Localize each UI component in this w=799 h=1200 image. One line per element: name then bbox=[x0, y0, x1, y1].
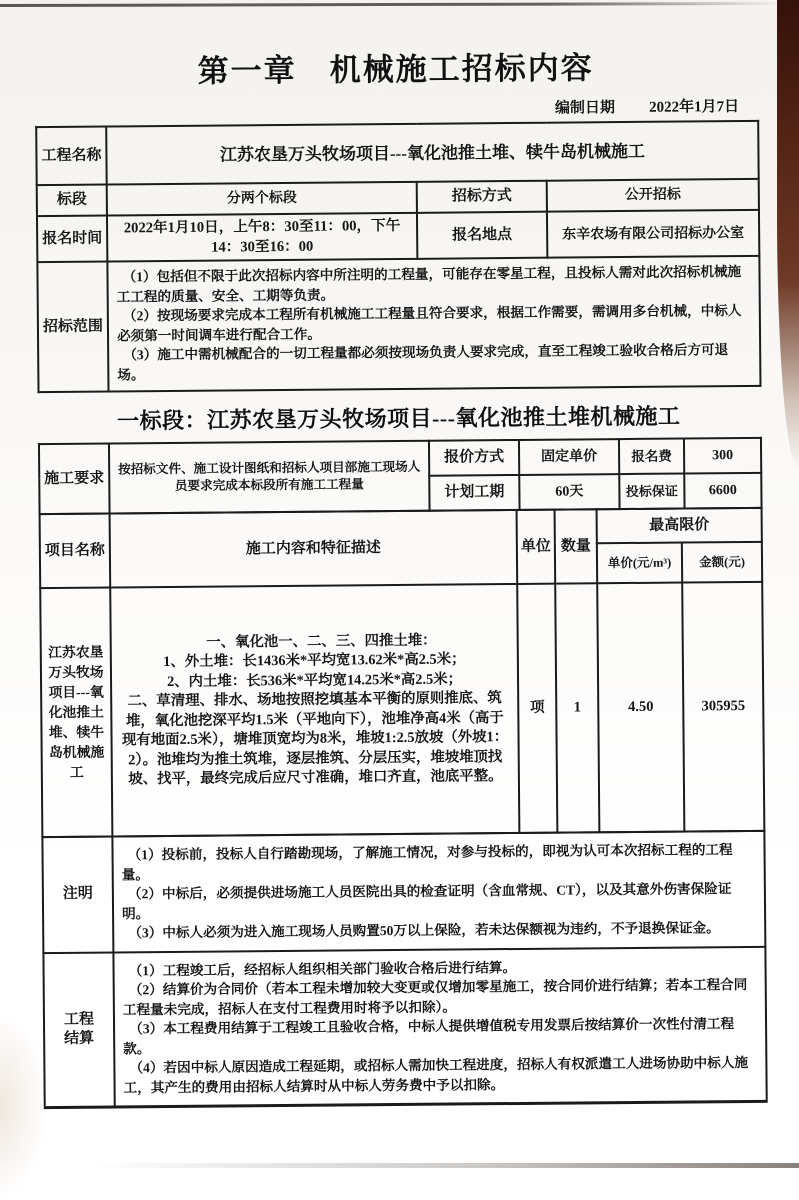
note-item: （2）中标后，必须提供进场施工人员医院出具的检查证明（含血常规、CT），以及其意外伤害保险证明。 bbox=[121, 881, 732, 921]
planned-duration-label: 计划工期 bbox=[429, 475, 519, 511]
description-paragraph: 1、外土堆：长1436米*平均宽13.62米*高2.5米； bbox=[163, 651, 466, 671]
item-amount: 305955 bbox=[682, 582, 764, 832]
signup-time-value: 2022年1月10日，上午8：30至11：00，下午14：30至16：00 bbox=[107, 213, 417, 262]
settlement-cell bbox=[113, 946, 766, 1107]
bid-item-row bbox=[40, 582, 764, 837]
page-bottom-shadow bbox=[90, 1163, 799, 1168]
col-header-description: 施工内容和特征描述 bbox=[110, 510, 518, 588]
tender-method-label: 招标方式 bbox=[417, 181, 547, 213]
bid-terms-table bbox=[38, 437, 763, 515]
tender-scope-label: 招标范围 bbox=[37, 262, 108, 393]
settlement-item: （2）结算价为合同价（若本工程未增加较大变更或仅增加零星施工，按合同价进行结算；若本工程合同工程量未完成，招标人在支付工程费用时将予以扣除）。 bbox=[122, 976, 748, 1017]
item-unit-price: 4.50 bbox=[597, 583, 684, 833]
compile-date-label: 编制日期 bbox=[554, 100, 616, 117]
construction-requirement-label: 施工要求 bbox=[39, 444, 110, 515]
bid-deposit-value: 6600 bbox=[684, 473, 761, 509]
note-item: （3）中标人必须为进入施工现场人员购置50万以上保险，若未达保额视为违约，不予退换保证金。 bbox=[128, 920, 720, 941]
section-label: 标段 bbox=[37, 185, 107, 217]
signup-place-value: 东辛农场有限公司招标办公室 bbox=[547, 210, 759, 258]
tender-method-value: 公开招标 bbox=[547, 179, 759, 212]
note-label: 注明 bbox=[42, 837, 113, 953]
settlement-label: 工程 结算 bbox=[43, 952, 114, 1108]
compile-date-value: 2022年1月7日 bbox=[648, 99, 740, 116]
description-paragraph: 2、内土堆：长536米*平均宽14.25米*高2.5米； bbox=[166, 670, 463, 690]
bid-deposit-label: 投标保证 bbox=[619, 474, 684, 510]
section-value: 分两个标段 bbox=[107, 182, 417, 216]
project-name-label: 工程名称 bbox=[36, 127, 107, 186]
construction-requirement-value: 按招标文件、施工设计图纸和招标人项目部施工现场人员要求完成本标段所有施工工程量 bbox=[109, 441, 430, 514]
note-item: （1）投标前，投标人自行踏勘现场，了解施工情况，对参与投标的，即视为认可本次招标工程的工程量。 bbox=[121, 842, 733, 882]
project-name-value: 江苏农垦万头牧场项目---氧化池推土堆、犊牛岛机械施工 bbox=[106, 121, 758, 185]
quote-method-value: 固定单价 bbox=[519, 439, 619, 475]
compile-date-line bbox=[35, 95, 739, 122]
signup-time-label: 报名时间 bbox=[37, 216, 107, 263]
scope-item: （3）施工中需机械配合的一切工程量都必须按现场负责人要求完成，直至工程竣工验收合格后方可退场。 bbox=[117, 342, 729, 382]
col-header-item-name: 项目名称 bbox=[40, 514, 111, 589]
settlement-item: （3）本工程费用结算于工程竣工且验收合格，中标人提供增值税专用发票后按结算价一次性付清工程款。 bbox=[123, 1016, 735, 1056]
signup-fee-value: 300 bbox=[684, 438, 761, 474]
description-paragraph: 一、氧化池一、二、三、四推土堆： bbox=[206, 632, 437, 651]
col-header-unit: 单位 bbox=[517, 510, 556, 584]
quote-method-label: 报价方式 bbox=[429, 440, 519, 476]
settlement-item: （1）工程竣工后，经招标人组织相关部门验收合格后进行结算。 bbox=[128, 959, 517, 978]
scanned-document-page bbox=[34, 0, 766, 1109]
col-header-amount: 金额(元) bbox=[682, 542, 762, 583]
notes-settlement-table bbox=[41, 830, 767, 1109]
note-cell bbox=[112, 831, 765, 952]
signup-fee-label: 报名费 bbox=[619, 439, 684, 475]
col-header-max-price: 最高限价 bbox=[597, 508, 762, 543]
item-unit: 项 bbox=[517, 584, 557, 833]
item-name: 江苏农垦万头牧场项目---氧化池推土堆、犊牛岛机械施工 bbox=[40, 588, 112, 838]
scope-item: （2）按现场要求完成本工程所有机械施工工程量且符合要求，根据工作需要，需调用多台机械，中标人必须第一时间调车进行配合工作。 bbox=[116, 303, 742, 343]
tender-scope-cell bbox=[107, 256, 760, 392]
page-title: 第一章 机械施工招标内容 bbox=[197, 50, 594, 89]
item-description-cell bbox=[110, 584, 519, 837]
scope-item: （1）包括但不限于此次招标内容中所注明的工程量，可能存在零星工程，且投标人需对此次招标机械施工工程的质量、安全、工期等负责。 bbox=[116, 264, 742, 304]
settlement-item: （4）若因中标人原因造成工程延期，或招标人需加快工程进度，招标人有权派遣工人进场协助中标人施工，其产生的费用由招标人结算时从中标人劳务费中予以扣除。 bbox=[123, 1054, 749, 1095]
scan-smudge-artifact bbox=[0, 1010, 48, 1200]
project-info-table bbox=[35, 120, 761, 393]
col-header-quantity: 数量 bbox=[555, 509, 598, 583]
description-paragraph: 二、草清理、排水、场地按照挖填基本平衡的原则推底、筑堆，氧化池挖深平均1.5米（平地向下），池堆净高4米（高于现有地面2.5米），塘堆顶宽均为8米，堆坡1:2.5放坡（外坡1：2）。池堆均为推土筑堆，逐层推筑、分层压实，堆坡堆顶找坡、找平，最终完成后应尺寸准确，堆口齐直，池底平整。 bbox=[121, 690, 509, 788]
col-header-unit-price: 单价(元/m³) bbox=[597, 543, 682, 584]
signup-place-label: 报名地点 bbox=[417, 212, 547, 259]
planned-duration-value: 60天 bbox=[519, 474, 619, 510]
item-quantity: 1 bbox=[555, 583, 599, 832]
section-one-title: 一标段：江苏农垦万头牧场项目---氧化池推土堆机械施工 bbox=[116, 403, 681, 434]
bid-items-table bbox=[39, 507, 766, 838]
